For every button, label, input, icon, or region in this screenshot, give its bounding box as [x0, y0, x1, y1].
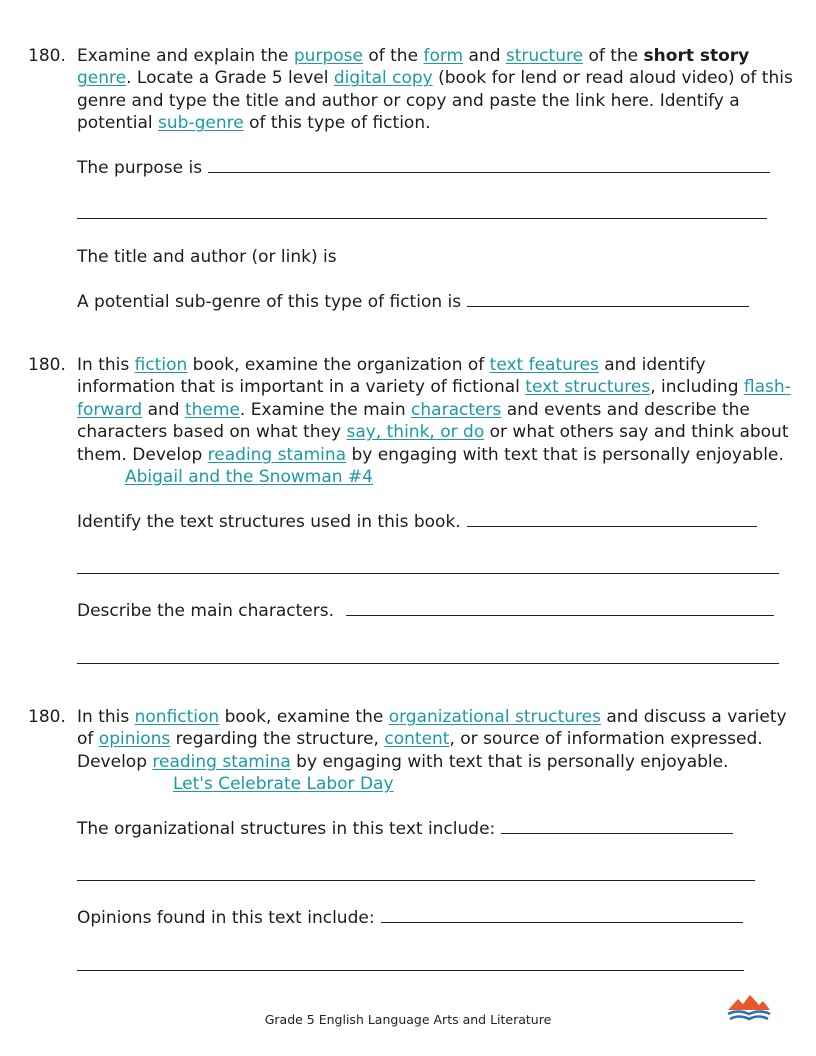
link-purpose[interactable]: purpose	[293, 46, 363, 66]
answer-line-org-2[interactable]	[77, 880, 755, 881]
link-opinions[interactable]: opinions	[98, 729, 171, 750]
answer-line-purpose-2[interactable]	[77, 218, 767, 219]
answer-row-purpose	[77, 157, 770, 179]
link-reading-stamina[interactable]: reading stamina	[207, 444, 347, 465]
link-nonfiction[interactable]: nonfiction	[134, 707, 220, 727]
answer-row-title	[77, 246, 337, 268]
answer-blank-opinions[interactable]	[381, 907, 743, 923]
answer-blank-subgenre[interactable]	[467, 291, 749, 307]
question-number: 180.	[28, 355, 66, 375]
link-digital-copy[interactable]: digital copy	[333, 68, 433, 89]
question-prompt: In this fiction book, examine the organization of text features and identify information that is important in a variety of fictional text structures, including flash-forward and theme. Examine the main characters and events and describe the characters based on what they say, think, or do or what others say and think about them. Develop reading stamina by engaging with text that is personally enjoyable.Abigail and the Snowman #4	[77, 355, 791, 488]
answer-blank-characters[interactable]	[346, 600, 774, 616]
question-prompt: Examine and explain the purpose of the form and structure of the short story genre. Locate a Grade 5 level digital copy (book for lend or read aloud video) of this genre and type the title and author or copy and paste the link here. Identify a potential sub-genre of this type of fiction.	[77, 46, 793, 134]
answer-line-characters-2[interactable]	[77, 663, 779, 664]
answer-label-purpose: The purpose is	[77, 158, 203, 178]
question-number: 180.	[28, 46, 66, 66]
answer-row-structures	[77, 511, 757, 533]
link-theme[interactable]: theme	[184, 399, 240, 420]
link-book-abigail[interactable]: Abigail and the Snowman #4	[125, 467, 373, 488]
page-footer: Grade 5 English Language Arts and Literature	[264, 1012, 552, 1027]
answer-blank-structures[interactable]	[467, 511, 757, 527]
link-flash-forward[interactable]: flash-forward	[77, 377, 791, 420]
answer-label-structures: Identify the text structures used in this book.	[77, 512, 461, 532]
answer-row-characters	[77, 600, 774, 622]
link-reading-stamina[interactable]: reading stamina	[152, 751, 291, 772]
question-short-story	[28, 45, 798, 140]
answer-row-org	[77, 818, 733, 840]
answer-blank-purpose[interactable]	[208, 157, 770, 173]
answer-line-structures-2[interactable]	[77, 573, 779, 574]
question-nonfiction	[28, 706, 798, 798]
link-genre[interactable]: genre	[77, 68, 127, 89]
answer-blank-org[interactable]	[501, 818, 733, 834]
link-content[interactable]: content	[384, 729, 450, 750]
link-say-think-do[interactable]: say, think, or do	[346, 422, 485, 443]
link-book-labor-day[interactable]: Let's Celebrate Labor Day	[173, 774, 394, 795]
mountain-book-logo-icon	[726, 993, 772, 1023]
link-sub-genre[interactable]: sub-genre	[158, 113, 244, 134]
link-fiction[interactable]: fiction	[134, 355, 188, 375]
answer-line-opinions-2[interactable]	[77, 970, 744, 971]
question-fiction	[28, 354, 798, 489]
answer-label-title: The title and author (or link) is	[77, 247, 337, 267]
answer-label-subgenre: A potential sub-genre of this type of fiction is	[77, 292, 462, 312]
link-form[interactable]: form	[423, 46, 464, 66]
answer-label-opinions: Opinions found in this text include:	[77, 908, 375, 928]
link-structure[interactable]: structure	[505, 46, 584, 66]
link-characters[interactable]: characters	[411, 399, 502, 420]
link-text-structures[interactable]: text structures	[525, 377, 651, 398]
question-prompt: In this nonfiction book, examine the organizational structures and discuss a variety of opinions regarding the structure, content, or source of information expressed. Develop reading stamina by engaging with text that is personally enjoyable.Let's Celebrate Labor Day	[77, 707, 787, 795]
answer-row-opinions	[77, 907, 743, 929]
answer-row-subgenre	[77, 291, 749, 313]
answer-label-org: The organizational structures in this text include:	[77, 819, 496, 839]
link-organizational-structures[interactable]: organizational structures	[388, 707, 601, 727]
link-text-features[interactable]: text features	[489, 355, 599, 375]
answer-label-characters: Describe the main characters.	[77, 601, 334, 621]
question-number: 180.	[28, 707, 66, 727]
